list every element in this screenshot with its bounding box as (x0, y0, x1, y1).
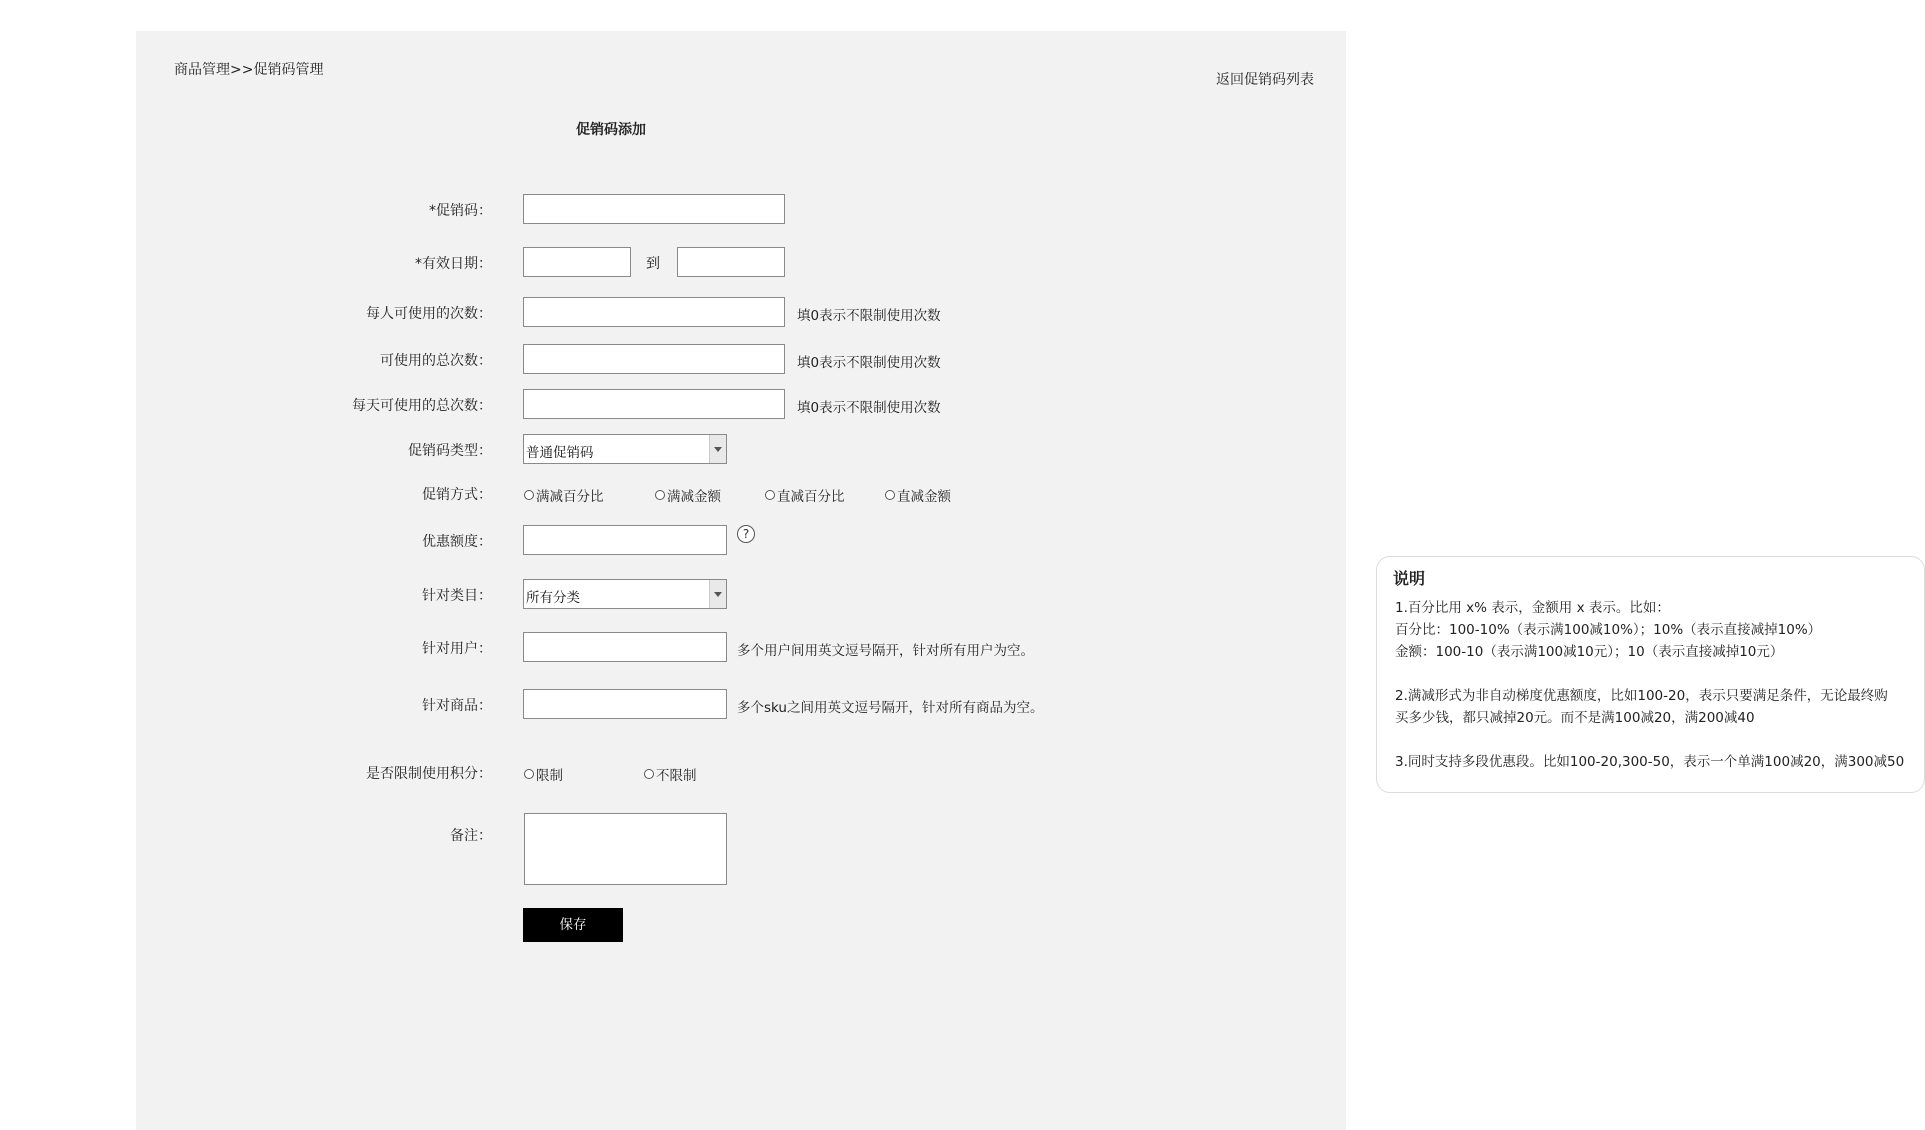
category-label: 针对类目： (422, 588, 492, 604)
points-option-label: 不限制 (656, 768, 697, 784)
category-select[interactable] (523, 579, 727, 609)
instructions-line: 金额：100-10（表示满100减10元）；10（表示直接减掉10元） (1395, 644, 1784, 660)
points-no-limit-option[interactable] (644, 764, 697, 784)
discount-label: 优惠额度： (422, 534, 492, 550)
promo-type-label: 促销码类型： (408, 443, 492, 459)
method-option-full-percent[interactable] (524, 485, 604, 505)
breadcrumb: 商品管理>>促销码管理 (174, 62, 324, 78)
page-title: 促销码添加 (576, 122, 646, 138)
instructions-line: 3.同时支持多段优惠段。比如100-20,300-50，表示一个单满100减20，满300减50 (1395, 754, 1905, 770)
promo-type-value: 普通促销码 (526, 445, 594, 461)
radio-circle-icon (524, 490, 534, 500)
main-panel (136, 31, 1346, 1130)
valid-date-label: *有效日期： (415, 256, 492, 272)
promo-code-input[interactable] (523, 194, 785, 224)
start-date-input[interactable] (523, 247, 631, 277)
points-option-label: 限制 (536, 768, 563, 784)
points-limit-label: 是否限制使用积分： (366, 766, 492, 782)
remark-textarea[interactable] (524, 813, 727, 885)
help-icon[interactable]: ? (737, 525, 755, 543)
daily-uses-hint: 填0表示不限制使用次数 (797, 400, 941, 416)
target-users-label: 针对用户： (422, 641, 492, 657)
target-products-hint: 多个sku之间用英文逗号隔开，针对所有商品为空。 (737, 700, 1044, 716)
chevron-down-icon[interactable] (709, 435, 726, 463)
per-user-label: 每人可使用的次数： (366, 306, 492, 322)
instructions-panel (1376, 556, 1925, 793)
instructions-line: 2.满减形式为非自动梯度优惠额度，比如100-20，表示只要满足条件，无论最终购 (1395, 688, 1888, 704)
method-option-full-amount[interactable] (655, 485, 721, 505)
promo-code-label: *促销码： (429, 203, 492, 219)
radio-circle-icon (885, 490, 895, 500)
target-users-input[interactable] (523, 632, 727, 662)
remark-label: 备注： (450, 828, 492, 844)
chevron-down-icon[interactable] (709, 580, 726, 608)
total-uses-label: 可使用的总次数： (380, 353, 492, 369)
target-products-input[interactable] (523, 689, 727, 719)
date-separator: 到 (646, 256, 660, 272)
target-users-hint: 多个用户间用英文逗号隔开，针对所有用户为空。 (737, 643, 1034, 659)
radio-circle-icon (644, 769, 654, 779)
save-button[interactable]: 保存 (523, 908, 623, 942)
per-user-hint: 填0表示不限制使用次数 (797, 308, 941, 324)
end-date-input[interactable] (677, 247, 785, 277)
method-option-label: 满减金额 (667, 489, 721, 505)
target-products-label: 针对商品： (422, 698, 492, 714)
total-uses-input[interactable] (523, 344, 785, 374)
back-to-list-link[interactable]: 返回促销码列表 (1216, 72, 1314, 88)
points-limit-option[interactable] (524, 764, 563, 784)
category-value: 所有分类 (526, 590, 580, 606)
promo-type-select[interactable] (523, 434, 727, 464)
total-uses-hint: 填0表示不限制使用次数 (797, 355, 941, 371)
daily-uses-label: 每天可使用的总次数： (352, 398, 492, 414)
discount-input[interactable] (523, 525, 727, 555)
per-user-input[interactable] (523, 297, 785, 327)
method-option-label: 直减金额 (897, 489, 951, 505)
radio-circle-icon (765, 490, 775, 500)
daily-uses-input[interactable] (523, 389, 785, 419)
method-option-direct-amount[interactable] (885, 485, 951, 505)
instructions-title: 说明 (1393, 569, 1426, 588)
instructions-line: 买多少钱，都只减掉20元。而不是满100减20，满200减40 (1395, 710, 1755, 726)
radio-circle-icon (524, 769, 534, 779)
method-option-label: 满减百分比 (536, 489, 604, 505)
method-option-label: 直减百分比 (777, 489, 845, 505)
promo-method-label: 促销方式： (422, 487, 492, 503)
instructions-line: 百分比：100-10%（表示满100减10%）；10%（表示直接减掉10%） (1395, 622, 1822, 638)
radio-circle-icon (655, 490, 665, 500)
method-option-direct-percent[interactable] (765, 485, 845, 505)
instructions-line: 1.百分比用 x% 表示，金额用 x 表示。比如： (1395, 600, 1670, 616)
